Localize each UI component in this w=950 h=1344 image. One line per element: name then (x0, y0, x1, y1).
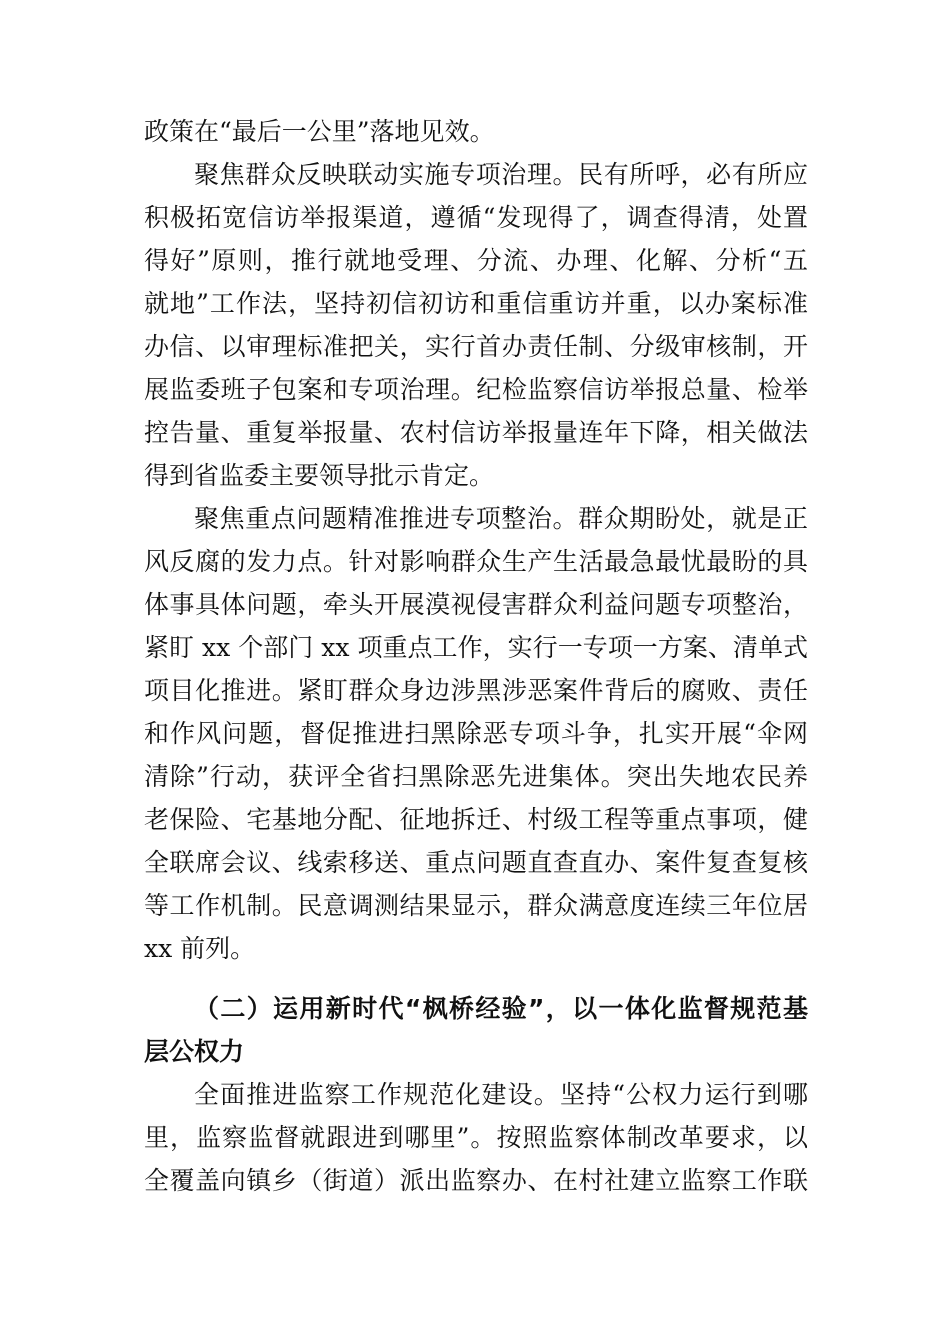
text-line: 等工作机制。民意调测结果显示，群众满意度连续三年位居 (144, 891, 808, 920)
text-line: 和作风问题，督促推进扫黑除恶专项斗争，扎实开展“伞网 (144, 719, 808, 748)
text-line: 全覆盖向镇乡（街道）派出监察办、在村社建立监察工作联 (144, 1166, 808, 1195)
text-line: 清除”行动，获评全省扫黑除恶先进集体。突出失地农民养 (144, 762, 808, 791)
section-heading (144, 987, 808, 1073)
text-line: xx 前列。 (144, 934, 256, 963)
paragraph-petition-governance (144, 153, 808, 497)
text-line: 全联席会议、线索移送、重点问题直查直办、案件复查复核 (144, 848, 808, 877)
text-line: 控告量、重复举报量、农村信访举报量连年下降，相关做法 (144, 418, 808, 447)
text-line: 老保险、宅基地分配、征地拆迁、村级工程等重点事项，健 (144, 805, 808, 834)
paragraph-supervision-standardization (144, 1073, 808, 1202)
text-line: 项目化推进。紧盯群众身边涉黑涉恶案件背后的腐败、责任 (144, 676, 808, 705)
text-line: 里，监察监督就跟进到哪里”。按照监察体制改革要求，以 (144, 1123, 808, 1152)
heading-line: 层公权力 (144, 1037, 245, 1066)
text-line: 体事具体问题，牵头开展漠视侵害群众利益问题专项整治， (144, 590, 808, 619)
text-line: 聚焦重点问题精准推进专项整治。群众期盼处，就是正 (194, 504, 808, 533)
text-line: 就地”工作法，坚持初信初访和重信重访并重，以办案标准 (144, 289, 808, 318)
text-line: 展监委班子包案和专项治理。纪检监察信访举报总量、检举 (144, 375, 808, 404)
paragraph-special-rectification (144, 497, 808, 970)
text-line: 紧盯 xx 个部门 xx 项重点工作，实行一专项一方案、清单式 (144, 633, 808, 662)
text-line: 全面推进监察工作规范化建设。坚持“公权力运行到哪 (194, 1080, 808, 1109)
text-line: 政策在“最后一公里”落地见效。 (144, 117, 495, 146)
text-line: 办信、以审理标准把关，实行首办责任制、分级审核制，开 (144, 332, 808, 361)
paragraph-intro-tail (144, 110, 808, 153)
text-line: 积极拓宽信访举报渠道，遵循“发现得了，调查得清，处置 (144, 203, 808, 232)
heading-line: （二）运用新时代“枫桥经验”，以一体化监督规范基 (194, 994, 808, 1023)
text-line: 得到省监委主要领导批示肯定。 (144, 461, 495, 490)
text-line: 得好”原则，推行就地受理、分流、办理、化解、分析“五 (144, 246, 808, 275)
text-line: 风反腐的发力点。针对影响群众生产生活最急最忧最盼的具 (144, 547, 808, 576)
text-line: 聚焦群众反映联动实施专项治理。民有所呼，必有所应 (194, 160, 808, 189)
